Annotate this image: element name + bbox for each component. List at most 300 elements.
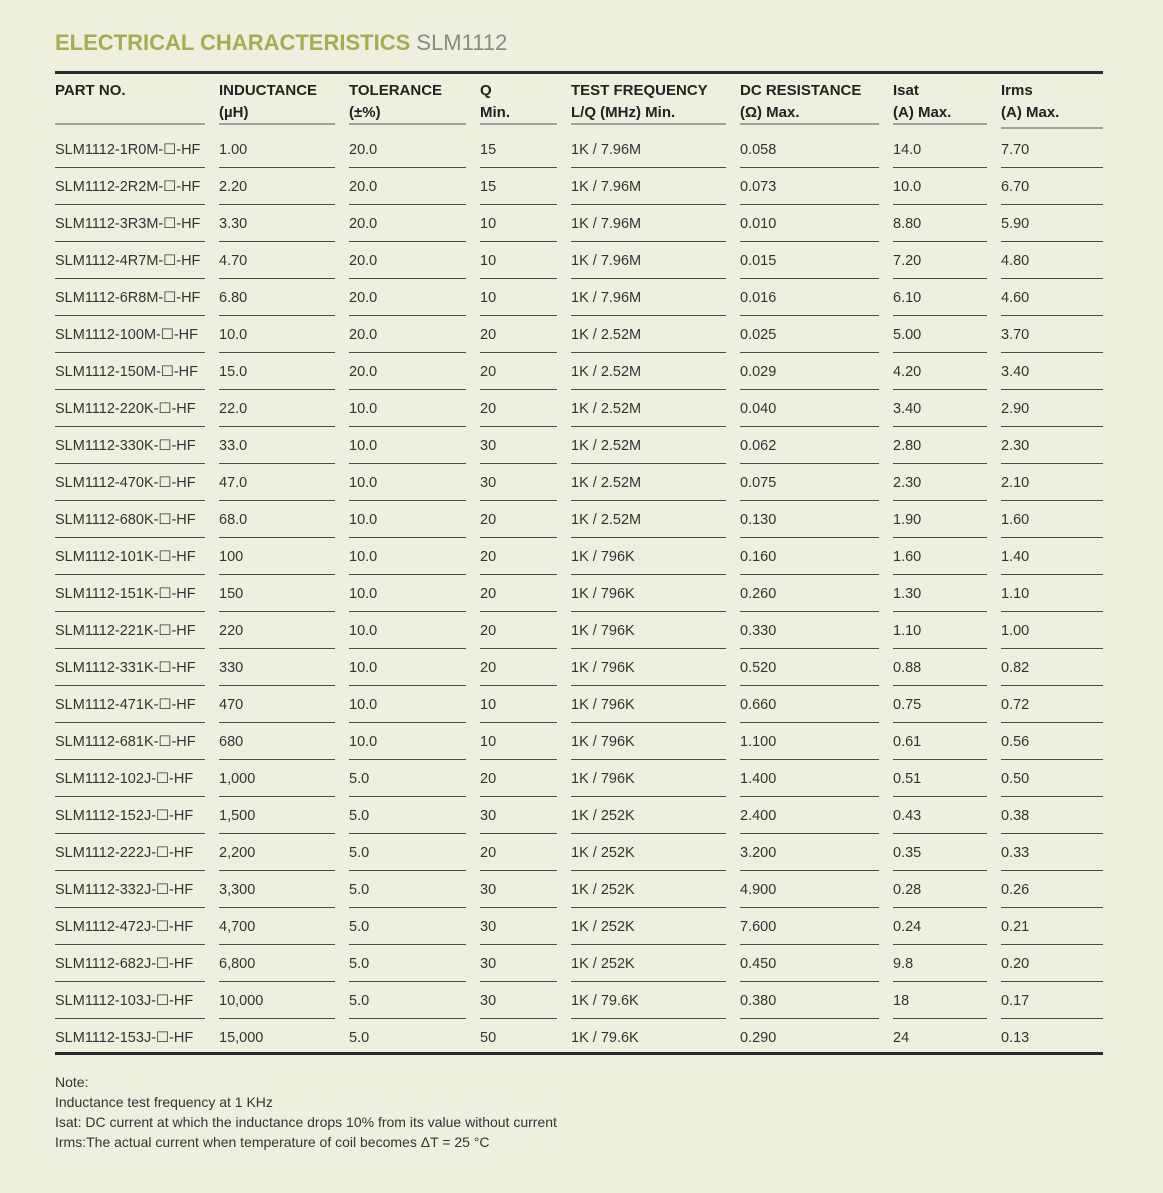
cell-part-no: SLM1112-220K-☐-HF bbox=[55, 401, 196, 417]
cell-q-min: 20 bbox=[480, 549, 497, 565]
cell-tolerance: 5.0 bbox=[349, 956, 370, 972]
row-divider bbox=[893, 352, 987, 353]
header-line-1: TOLERANCE bbox=[349, 82, 443, 99]
row-divider bbox=[55, 944, 205, 945]
row-divider bbox=[893, 870, 987, 871]
row-divider bbox=[219, 574, 335, 575]
cell-test-frequency: 1K / 252K bbox=[571, 919, 635, 935]
cell-isat: 0.61 bbox=[893, 734, 922, 750]
row-divider bbox=[893, 500, 987, 501]
cell-q-min: 10 bbox=[480, 290, 497, 306]
cell-part-no: SLM1112-470K-☐-HF bbox=[55, 475, 196, 491]
cell-test-frequency: 1K / 79.6K bbox=[571, 993, 639, 1009]
cell-test-frequency: 1K / 7.96M bbox=[571, 179, 642, 195]
row-divider bbox=[1001, 981, 1103, 982]
row-divider bbox=[55, 426, 205, 427]
cell-part-no: SLM1112-152J-☐-HF bbox=[55, 808, 194, 824]
row-divider bbox=[480, 1018, 557, 1019]
cell-inductance: 15.0 bbox=[219, 364, 248, 380]
row-divider bbox=[55, 167, 205, 168]
table-row bbox=[0, 613, 1163, 650]
row-divider bbox=[480, 463, 557, 464]
cell-isat: 4.20 bbox=[893, 364, 922, 380]
row-divider bbox=[349, 907, 466, 908]
row-divider bbox=[740, 611, 879, 612]
cell-tolerance: 5.0 bbox=[349, 808, 370, 824]
cell-test-frequency: 1K / 796K bbox=[571, 734, 635, 750]
row-divider bbox=[740, 1018, 879, 1019]
header-isat bbox=[893, 80, 951, 124]
row-divider bbox=[571, 796, 726, 797]
row-divider bbox=[349, 241, 466, 242]
cell-part-no: SLM1112-680K-☐-HF bbox=[55, 512, 196, 528]
row-divider bbox=[571, 611, 726, 612]
row-divider bbox=[571, 426, 726, 427]
row-divider bbox=[480, 907, 557, 908]
cell-isat: 3.40 bbox=[893, 401, 922, 417]
header-line-1: PART NO. bbox=[55, 82, 126, 99]
row-divider bbox=[349, 537, 466, 538]
table-row bbox=[0, 317, 1163, 354]
cell-dc-resistance: 0.015 bbox=[740, 253, 777, 269]
header-line-2: (A) Max. bbox=[1001, 104, 1060, 121]
header-underline bbox=[571, 123, 726, 125]
row-divider bbox=[55, 278, 205, 279]
row-divider bbox=[219, 537, 335, 538]
cell-irms: 4.60 bbox=[1001, 290, 1030, 306]
row-divider bbox=[1001, 463, 1103, 464]
cell-irms: 3.70 bbox=[1001, 327, 1030, 343]
header-line-1: DC RESISTANCE bbox=[740, 82, 862, 99]
cell-inductance: 1,000 bbox=[219, 771, 256, 787]
row-divider bbox=[893, 722, 987, 723]
row-divider bbox=[893, 907, 987, 908]
cell-dc-resistance: 0.660 bbox=[740, 697, 777, 713]
table-row bbox=[0, 502, 1163, 539]
row-divider bbox=[1001, 722, 1103, 723]
row-divider bbox=[571, 352, 726, 353]
cell-tolerance: 20.0 bbox=[349, 142, 378, 158]
cell-part-no: SLM1112-222J-☐-HF bbox=[55, 845, 194, 861]
cell-inductance: 4.70 bbox=[219, 253, 248, 269]
table-row bbox=[0, 909, 1163, 946]
row-divider bbox=[1001, 870, 1103, 871]
table-top-rule bbox=[55, 71, 1103, 74]
cell-part-no: SLM1112-100M-☐-HF bbox=[55, 327, 199, 343]
cell-test-frequency: 1K / 796K bbox=[571, 660, 635, 676]
cell-inductance: 220 bbox=[219, 623, 244, 639]
cell-tolerance: 5.0 bbox=[349, 771, 370, 787]
note-line: Inductance test frequency at 1 KHz bbox=[55, 1094, 273, 1110]
cell-inductance: 47.0 bbox=[219, 475, 248, 491]
row-divider bbox=[480, 833, 557, 834]
row-divider bbox=[219, 722, 335, 723]
header-tolerance bbox=[349, 80, 442, 124]
cell-test-frequency: 1K / 79.6K bbox=[571, 1030, 639, 1046]
row-divider bbox=[893, 796, 987, 797]
cell-q-min: 20 bbox=[480, 771, 497, 787]
row-divider bbox=[349, 833, 466, 834]
row-divider bbox=[480, 648, 557, 649]
cell-q-min: 20 bbox=[480, 845, 497, 861]
row-divider bbox=[349, 315, 466, 316]
header-line-2: L/Q (MHz) Min. bbox=[571, 104, 676, 121]
cell-part-no: SLM1112-102J-☐-HF bbox=[55, 771, 194, 787]
cell-isat: 2.30 bbox=[893, 475, 922, 491]
row-divider bbox=[893, 944, 987, 945]
row-divider bbox=[740, 352, 879, 353]
cell-q-min: 10 bbox=[480, 253, 497, 269]
row-divider bbox=[480, 500, 557, 501]
table-row bbox=[0, 872, 1163, 909]
cell-irms: 0.20 bbox=[1001, 956, 1030, 972]
row-divider bbox=[1001, 204, 1103, 205]
row-divider bbox=[480, 944, 557, 945]
cell-isat: 0.88 bbox=[893, 660, 922, 676]
row-divider bbox=[893, 426, 987, 427]
title-model: SLM1112 bbox=[416, 30, 508, 55]
row-divider bbox=[1001, 907, 1103, 908]
cell-inductance: 10.0 bbox=[219, 327, 248, 343]
row-divider bbox=[480, 426, 557, 427]
row-divider bbox=[893, 167, 987, 168]
cell-q-min: 30 bbox=[480, 808, 497, 824]
row-divider bbox=[480, 167, 557, 168]
cell-test-frequency: 1K / 7.96M bbox=[571, 142, 642, 158]
row-divider bbox=[893, 389, 987, 390]
table-row bbox=[0, 835, 1163, 872]
row-divider bbox=[219, 648, 335, 649]
cell-tolerance: 10.0 bbox=[349, 586, 378, 602]
row-divider bbox=[571, 1018, 726, 1019]
row-divider bbox=[893, 278, 987, 279]
row-divider bbox=[219, 426, 335, 427]
cell-test-frequency: 1K / 796K bbox=[571, 771, 635, 787]
cell-dc-resistance: 0.010 bbox=[740, 216, 777, 232]
cell-irms: 0.33 bbox=[1001, 845, 1030, 861]
title-main: ELECTRICAL CHARACTERISTICS bbox=[55, 30, 411, 55]
row-divider bbox=[55, 870, 205, 871]
header-line-2: (A) Max. bbox=[893, 104, 952, 121]
row-divider bbox=[349, 1018, 466, 1019]
row-divider bbox=[893, 204, 987, 205]
cell-tolerance: 5.0 bbox=[349, 845, 370, 861]
row-divider bbox=[571, 500, 726, 501]
row-divider bbox=[740, 204, 879, 205]
row-divider bbox=[55, 833, 205, 834]
cell-tolerance: 10.0 bbox=[349, 438, 378, 454]
table-row bbox=[0, 724, 1163, 761]
cell-inductance: 6.80 bbox=[219, 290, 248, 306]
row-divider bbox=[349, 796, 466, 797]
row-divider bbox=[740, 685, 879, 686]
row-divider bbox=[480, 685, 557, 686]
row-divider bbox=[480, 574, 557, 575]
row-divider bbox=[55, 796, 205, 797]
cell-tolerance: 20.0 bbox=[349, 216, 378, 232]
cell-tolerance: 10.0 bbox=[349, 512, 378, 528]
cell-tolerance: 20.0 bbox=[349, 290, 378, 306]
cell-part-no: SLM1112-6R8M-☐-HF bbox=[55, 290, 201, 306]
row-divider bbox=[480, 315, 557, 316]
cell-isat: 1.10 bbox=[893, 623, 922, 639]
cell-dc-resistance: 0.130 bbox=[740, 512, 777, 528]
cell-irms: 1.40 bbox=[1001, 549, 1030, 565]
row-divider bbox=[571, 574, 726, 575]
cell-dc-resistance: 0.016 bbox=[740, 290, 777, 306]
cell-inductance: 4,700 bbox=[219, 919, 256, 935]
cell-tolerance: 10.0 bbox=[349, 697, 378, 713]
row-divider bbox=[219, 611, 335, 612]
row-divider bbox=[571, 685, 726, 686]
note-line: Isat: DC current at which the inductance drops 10% from its value without current bbox=[55, 1114, 557, 1130]
cell-irms: 4.80 bbox=[1001, 253, 1030, 269]
row-divider bbox=[740, 389, 879, 390]
cell-q-min: 30 bbox=[480, 882, 497, 898]
cell-isat: 2.80 bbox=[893, 438, 922, 454]
cell-dc-resistance: 0.380 bbox=[740, 993, 777, 1009]
row-divider bbox=[571, 944, 726, 945]
row-divider bbox=[349, 722, 466, 723]
row-divider bbox=[55, 315, 205, 316]
row-divider bbox=[219, 500, 335, 501]
cell-isat: 0.28 bbox=[893, 882, 922, 898]
cell-irms: 2.10 bbox=[1001, 475, 1030, 491]
cell-dc-resistance: 0.075 bbox=[740, 475, 777, 491]
cell-test-frequency: 1K / 252K bbox=[571, 956, 635, 972]
cell-test-frequency: 1K / 2.52M bbox=[571, 475, 642, 491]
cell-dc-resistance: 0.160 bbox=[740, 549, 777, 565]
table-row bbox=[0, 650, 1163, 687]
cell-q-min: 10 bbox=[480, 734, 497, 750]
cell-isat: 14.0 bbox=[893, 142, 922, 158]
cell-test-frequency: 1K / 7.96M bbox=[571, 253, 642, 269]
cell-tolerance: 5.0 bbox=[349, 1030, 370, 1046]
row-divider bbox=[55, 722, 205, 723]
row-divider bbox=[55, 759, 205, 760]
row-divider bbox=[571, 981, 726, 982]
cell-q-min: 20 bbox=[480, 401, 497, 417]
cell-q-min: 15 bbox=[480, 142, 497, 158]
cell-dc-resistance: 1.100 bbox=[740, 734, 777, 750]
cell-test-frequency: 1K / 252K bbox=[571, 882, 635, 898]
row-divider bbox=[740, 759, 879, 760]
row-divider bbox=[1001, 796, 1103, 797]
row-divider bbox=[740, 574, 879, 575]
cell-inductance: 6,800 bbox=[219, 956, 256, 972]
cell-isat: 0.35 bbox=[893, 845, 922, 861]
cell-inductance: 3,300 bbox=[219, 882, 256, 898]
row-divider bbox=[349, 685, 466, 686]
cell-dc-resistance: 0.450 bbox=[740, 956, 777, 972]
row-divider bbox=[219, 278, 335, 279]
cell-isat: 6.10 bbox=[893, 290, 922, 306]
cell-part-no: SLM1112-1R0M-☐-HF bbox=[55, 142, 201, 158]
cell-tolerance: 20.0 bbox=[349, 364, 378, 380]
cell-q-min: 20 bbox=[480, 364, 497, 380]
row-divider bbox=[480, 352, 557, 353]
cell-isat: 1.90 bbox=[893, 512, 922, 528]
cell-inductance: 1.00 bbox=[219, 142, 248, 158]
cell-dc-resistance: 0.062 bbox=[740, 438, 777, 454]
row-divider bbox=[349, 463, 466, 464]
cell-test-frequency: 1K / 2.52M bbox=[571, 327, 642, 343]
header-underline bbox=[1001, 127, 1103, 129]
cell-part-no: SLM1112-103J-☐-HF bbox=[55, 993, 194, 1009]
table-bottom-rule bbox=[55, 1052, 1103, 1055]
row-divider bbox=[349, 574, 466, 575]
cell-part-no: SLM1112-2R2M-☐-HF bbox=[55, 179, 201, 195]
cell-inductance: 1,500 bbox=[219, 808, 256, 824]
row-divider bbox=[219, 796, 335, 797]
table-row bbox=[0, 354, 1163, 391]
cell-inductance: 2.20 bbox=[219, 179, 248, 195]
row-divider bbox=[893, 537, 987, 538]
row-divider bbox=[1001, 611, 1103, 612]
table-row bbox=[0, 539, 1163, 576]
row-divider bbox=[349, 611, 466, 612]
row-divider bbox=[571, 833, 726, 834]
row-divider bbox=[480, 611, 557, 612]
header-underline bbox=[740, 123, 879, 125]
row-divider bbox=[55, 241, 205, 242]
cell-inductance: 22.0 bbox=[219, 401, 248, 417]
cell-isat: 5.00 bbox=[893, 327, 922, 343]
note-line: Irms:The actual current when temperature of coil becomes ΔT = 25 °C bbox=[55, 1134, 490, 1150]
cell-dc-resistance: 1.400 bbox=[740, 771, 777, 787]
cell-isat: 10.0 bbox=[893, 179, 922, 195]
row-divider bbox=[480, 278, 557, 279]
cell-dc-resistance: 0.058 bbox=[740, 142, 777, 158]
cell-part-no: SLM1112-471K-☐-HF bbox=[55, 697, 196, 713]
cell-q-min: 10 bbox=[480, 216, 497, 232]
cell-test-frequency: 1K / 7.96M bbox=[571, 290, 642, 306]
header-line-1: Isat bbox=[893, 82, 919, 99]
cell-part-no: SLM1112-332J-☐-HF bbox=[55, 882, 194, 898]
cell-dc-resistance: 7.600 bbox=[740, 919, 777, 935]
header-underline bbox=[55, 123, 205, 125]
row-divider bbox=[219, 981, 335, 982]
cell-test-frequency: 1K / 252K bbox=[571, 808, 635, 824]
cell-test-frequency: 1K / 796K bbox=[571, 549, 635, 565]
cell-q-min: 30 bbox=[480, 956, 497, 972]
cell-q-min: 30 bbox=[480, 438, 497, 454]
row-divider bbox=[571, 722, 726, 723]
cell-irms: 3.40 bbox=[1001, 364, 1030, 380]
row-divider bbox=[219, 944, 335, 945]
row-divider bbox=[1001, 648, 1103, 649]
header-irms bbox=[1001, 80, 1059, 124]
cell-test-frequency: 1K / 7.96M bbox=[571, 216, 642, 232]
table-body bbox=[0, 132, 1163, 1057]
row-divider bbox=[571, 315, 726, 316]
cell-part-no: SLM1112-472J-☐-HF bbox=[55, 919, 194, 935]
cell-dc-resistance: 3.200 bbox=[740, 845, 777, 861]
row-divider bbox=[571, 537, 726, 538]
cell-inductance: 470 bbox=[219, 697, 244, 713]
cell-test-frequency: 1K / 2.52M bbox=[571, 364, 642, 380]
cell-inductance: 2,200 bbox=[219, 845, 256, 861]
cell-isat: 9.8 bbox=[893, 956, 914, 972]
cell-isat: 0.24 bbox=[893, 919, 922, 935]
row-divider bbox=[893, 611, 987, 612]
cell-tolerance: 20.0 bbox=[349, 179, 378, 195]
header-underline bbox=[893, 123, 987, 125]
cell-tolerance: 10.0 bbox=[349, 401, 378, 417]
row-divider bbox=[571, 167, 726, 168]
row-divider bbox=[349, 648, 466, 649]
cell-q-min: 20 bbox=[480, 512, 497, 528]
row-divider bbox=[349, 759, 466, 760]
row-divider bbox=[349, 981, 466, 982]
row-divider bbox=[55, 648, 205, 649]
row-divider bbox=[740, 722, 879, 723]
row-divider bbox=[219, 759, 335, 760]
cell-tolerance: 10.0 bbox=[349, 549, 378, 565]
cell-test-frequency: 1K / 796K bbox=[571, 697, 635, 713]
row-divider bbox=[571, 870, 726, 871]
cell-inductance: 150 bbox=[219, 586, 244, 602]
cell-test-frequency: 1K / 2.52M bbox=[571, 512, 642, 528]
row-divider bbox=[55, 907, 205, 908]
table-row bbox=[0, 983, 1163, 1020]
cell-test-frequency: 1K / 2.52M bbox=[571, 401, 642, 417]
cell-irms: 0.38 bbox=[1001, 808, 1030, 824]
row-divider bbox=[893, 833, 987, 834]
header-line-2: (Ω) Max. bbox=[740, 104, 800, 121]
table-row bbox=[0, 132, 1163, 169]
row-divider bbox=[893, 981, 987, 982]
row-divider bbox=[349, 426, 466, 427]
cell-irms: 7.70 bbox=[1001, 142, 1030, 158]
row-divider bbox=[740, 167, 879, 168]
row-divider bbox=[349, 167, 466, 168]
row-divider bbox=[571, 463, 726, 464]
header-line-2: (±%) bbox=[349, 104, 381, 121]
cell-q-min: 20 bbox=[480, 623, 497, 639]
row-divider bbox=[893, 1018, 987, 1019]
cell-q-min: 15 bbox=[480, 179, 497, 195]
cell-part-no: SLM1112-330K-☐-HF bbox=[55, 438, 196, 454]
cell-isat: 24 bbox=[893, 1030, 910, 1046]
row-divider bbox=[740, 315, 879, 316]
cell-irms: 0.21 bbox=[1001, 919, 1030, 935]
cell-part-no: SLM1112-681K-☐-HF bbox=[55, 734, 196, 750]
row-divider bbox=[219, 352, 335, 353]
row-divider bbox=[571, 278, 726, 279]
row-divider bbox=[219, 389, 335, 390]
row-divider bbox=[893, 315, 987, 316]
cell-dc-resistance: 2.400 bbox=[740, 808, 777, 824]
header-inductance bbox=[219, 80, 317, 124]
header-q-min bbox=[480, 80, 510, 124]
cell-irms: 5.90 bbox=[1001, 216, 1030, 232]
row-divider bbox=[55, 204, 205, 205]
row-divider bbox=[219, 241, 335, 242]
table-row bbox=[0, 687, 1163, 724]
cell-test-frequency: 1K / 796K bbox=[571, 623, 635, 639]
cell-irms: 2.30 bbox=[1001, 438, 1030, 454]
row-divider bbox=[740, 426, 879, 427]
row-divider bbox=[571, 389, 726, 390]
row-divider bbox=[740, 944, 879, 945]
row-divider bbox=[571, 204, 726, 205]
row-divider bbox=[740, 500, 879, 501]
row-divider bbox=[893, 241, 987, 242]
row-divider bbox=[480, 796, 557, 797]
cell-tolerance: 10.0 bbox=[349, 734, 378, 750]
row-divider bbox=[740, 833, 879, 834]
